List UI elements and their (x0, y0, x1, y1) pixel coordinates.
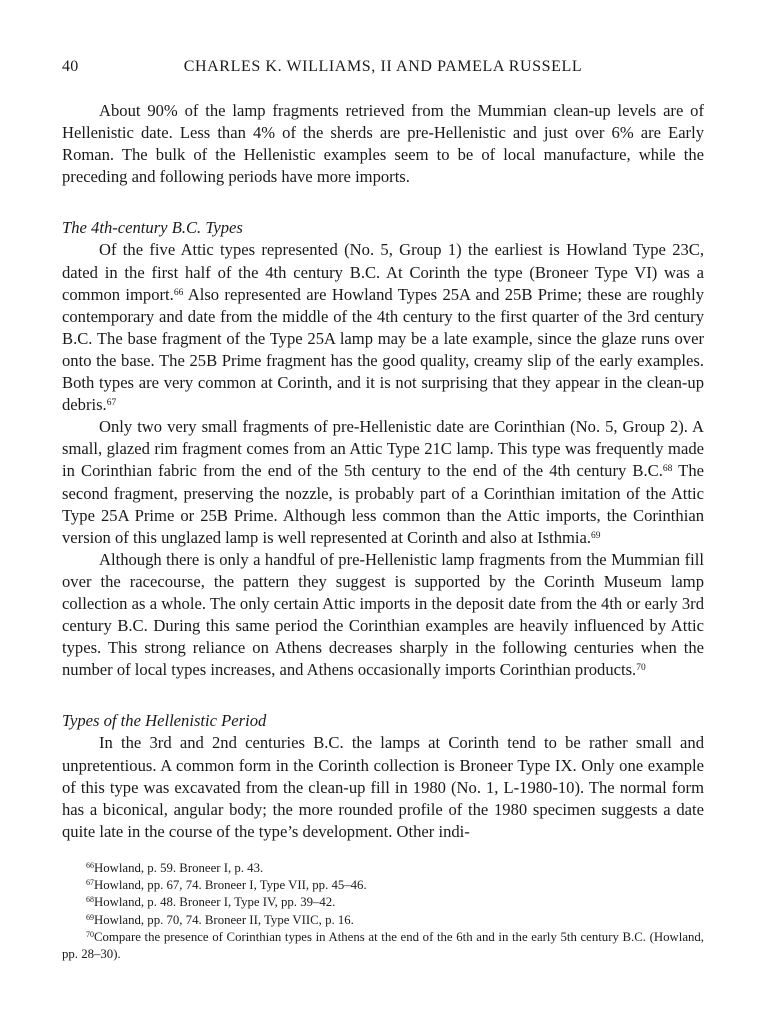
footnote-68: $^{68}$Howland, p. 48. Broneer I, Type IV, pp. 39–42. (86, 895, 336, 910)
footnote-ref-66[interactable]: 66 (173, 287, 184, 298)
footnotes (62, 860, 704, 963)
footnote-66: $^{66}$Howland, p. 59. Broneer I, p. 43. (86, 861, 264, 875)
running-head-title: CHARLES K. WILLIAMS, II AND PAMELA RUSSELL (183, 58, 583, 75)
footnote-ref-70[interactable]: 70 (636, 663, 646, 674)
body-text (62, 100, 704, 843)
running-head (62, 58, 704, 84)
paragraph-mummian-fill: Although there is only a handful of pre-Hellenistic lamp fragments from the Mummian fill over the racecourse, the pattern they suggest is supported by the Corinth Museum lamp collection as a whole. The only certain Attic imports in the deposit date from the 4th or early 3rd century B.C. During this same period the Corinthian examples are heavily influenced by Attic types. This strong reliance on Athens decreases sharply in the following centuries when the number of local types increases, and Athens occasionally imports Corinthian products.$^{70}$ (62, 549, 704, 680)
page-number: 40 (62, 58, 79, 75)
footnote-ref-67[interactable]: 67 (106, 397, 117, 408)
paragraph-attic-types: Of the five Attic types represented (No. 5, Group 1) the earliest is Howland Type 23C, dated in the first half of the 4th century B.C. At Corinth the type (Broneer Type VI) was a common import.$^{66}$ Also represented are Howland Types 25A and 25B Prime; these are roughly contemporary and date from the middle of the 4th century to the first quarter of the 3rd century B.C. The base fragment of the Type 25A lamp may be a late example, since the glaze runs over onto the base. The 25B Prime fragment has the good quality, creamy slip of the early examples. Both types are very common at Corinth, and it is not surprising that they appear in the clean-up debris.$^{67}$ (62, 240, 704, 415)
paragraph-corinthian-fragments: Only two very small fragments of pre-Hellenistic date are Corinthian (No. 5, Group 2). A small, glazed rim fragment comes from an Attic Type 21C lamp. This type was frequently made in Corinthian fabric from the end of the 5th century to the end of the 4th century B.C.$^{68}$ The second fragment, preserving the nozzle, is probably part of a Corinthian imitation of the Attic Type 25A Prime or 25B Prime. Although less common than the Attic imports, the Corinthian version of this unglazed lamp is well represented at Corinth and also at Isthmia.$^{69}$ (62, 417, 704, 547)
footnote-67: $^{67}$Howland, pp. 67, 74. Broneer I, Type VII, pp. 45–46. (86, 878, 367, 893)
section-heading-4th-century: The 4th-century B.C. Types (62, 218, 243, 238)
footnote-ref-68[interactable]: 68 (662, 464, 673, 475)
footnote-69: $^{69}$Howland, pp. 70, 74. Broneer II, Type VIIC, p. 16. (86, 912, 354, 927)
page (62, 58, 704, 843)
section-heading-hellenistic: Types of the Hellenistic Period (62, 711, 267, 731)
paragraph-intro: About 90% of the lamp fragments retrieved from the Mummian clean-up levels are of Hellenistic date. Less than 4% of the sherds are pre-Hellenistic and just over 6% are Early Roman. The bulk of the Hellenistic examples seem to be of local manufacture, while the preceding and following periods have more imports. (62, 101, 704, 187)
footnote-ref-69[interactable]: 69 (591, 530, 601, 541)
paragraph-hellenistic-lamps: In the 3rd and 2nd centuries B.C. the lamps at Corinth tend to be rather small and unpretentious. A common form in the Corinth collection is Broneer Type IX. Only one example of this type was excavated from the clean-up fill in 1980 (No. 1, L-1980-10). The normal form has a biconical, angular body; the more rounded profile of the 1980 specimen suggests a date quite late in the course of the type’s development. Other indi- (62, 733, 704, 841)
footnote-70: $^{70}$Compare the presence of Corinthian types in Athens at the end of the 6th and in the early 5th century B.C. (Howland, pp. 28–30). (62, 929, 704, 962)
